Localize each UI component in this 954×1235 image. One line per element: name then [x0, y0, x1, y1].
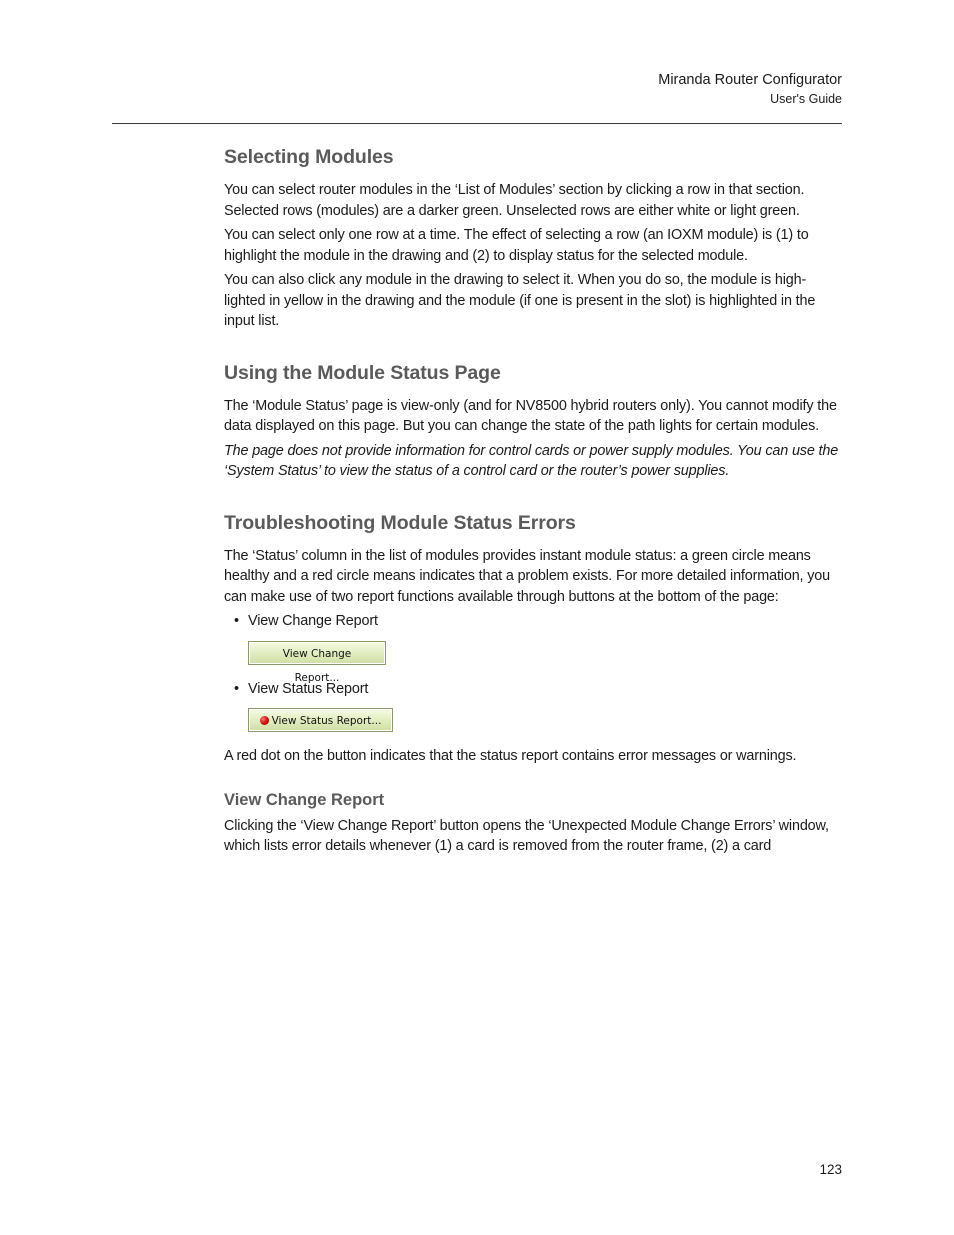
paragraph: The ‘Status’ column in the list of modules provides instant module status: a green circle means healthy and a red circle means indicates that a problem exists. For more detailed information, you can make use of two report functions available through buttons at the bottom of the page:: [224, 547, 831, 605]
document-subtitle: User's Guide: [770, 92, 842, 106]
paragraph: Clicking the ‘View Change Report’ button opens the ‘Unexpected Module Change Errors’ window, which lists error details whenever (1) a card is removed from the router frame, (2) a card: [224, 817, 829, 854]
heading-selecting-modules: Selecting Modules: [224, 146, 394, 168]
bullet-icon: •: [234, 613, 239, 629]
document-title: Miranda Router Configurator: [658, 72, 842, 88]
report-list: [224, 611, 842, 632]
list-item: [224, 679, 842, 700]
header-rule: [112, 123, 842, 124]
paragraph: A red dot on the button indicates that the status report contains error messages or warnings.: [224, 748, 797, 764]
list-item-label: View Change Report: [248, 613, 378, 629]
paragraph: You can select only one row at a time. The effect of selecting a row (an IOXM module) is (1) to highlight the module in the drawing and (2) to display status for the selected module.: [224, 227, 809, 264]
view-change-report-button[interactable]: View Change Report...: [248, 641, 386, 665]
view-status-report-button[interactable]: [248, 708, 393, 732]
heading-view-change-report: View Change Report: [224, 790, 385, 809]
view-status-report-label: View Status Report...: [271, 715, 382, 727]
list-item-label: View Status Report: [248, 680, 369, 697]
paragraph: You can also click any module in the drawing to select it. When you do so, the module is high-lighted in yellow in the drawing and the module (if one is present in the slot) is highlighted in the input list.: [224, 272, 816, 329]
report-list: [224, 679, 842, 700]
list-item: [224, 611, 842, 632]
paragraph: You can select router modules in the ‘List of Modules’ section by clicking a row in that section. Selected rows (modules) are a darker green. Unselected rows are either white or light green.: [224, 182, 805, 219]
red-status-dot-icon: [260, 716, 269, 725]
page-content: [224, 142, 842, 861]
heading-module-status-page: Using the Module Status Page: [224, 361, 501, 384]
page-number: 123: [819, 1162, 842, 1177]
bullet-icon: •: [234, 680, 239, 697]
running-header: [658, 70, 842, 108]
note-paragraph: The page does not provide information for control cards or power supply modules. You can use the ‘System Status’ to view the status of a control card or the router’s power supplies.: [224, 442, 839, 479]
paragraph: The ‘Module Status’ page is view-only (and for NV8500 hybrid routers only). You cannot modify the data displayed on this page. But you can change the state of the path lights for certain modules.: [224, 397, 837, 434]
heading-troubleshooting: Troubleshooting Module Status Errors: [224, 511, 576, 534]
